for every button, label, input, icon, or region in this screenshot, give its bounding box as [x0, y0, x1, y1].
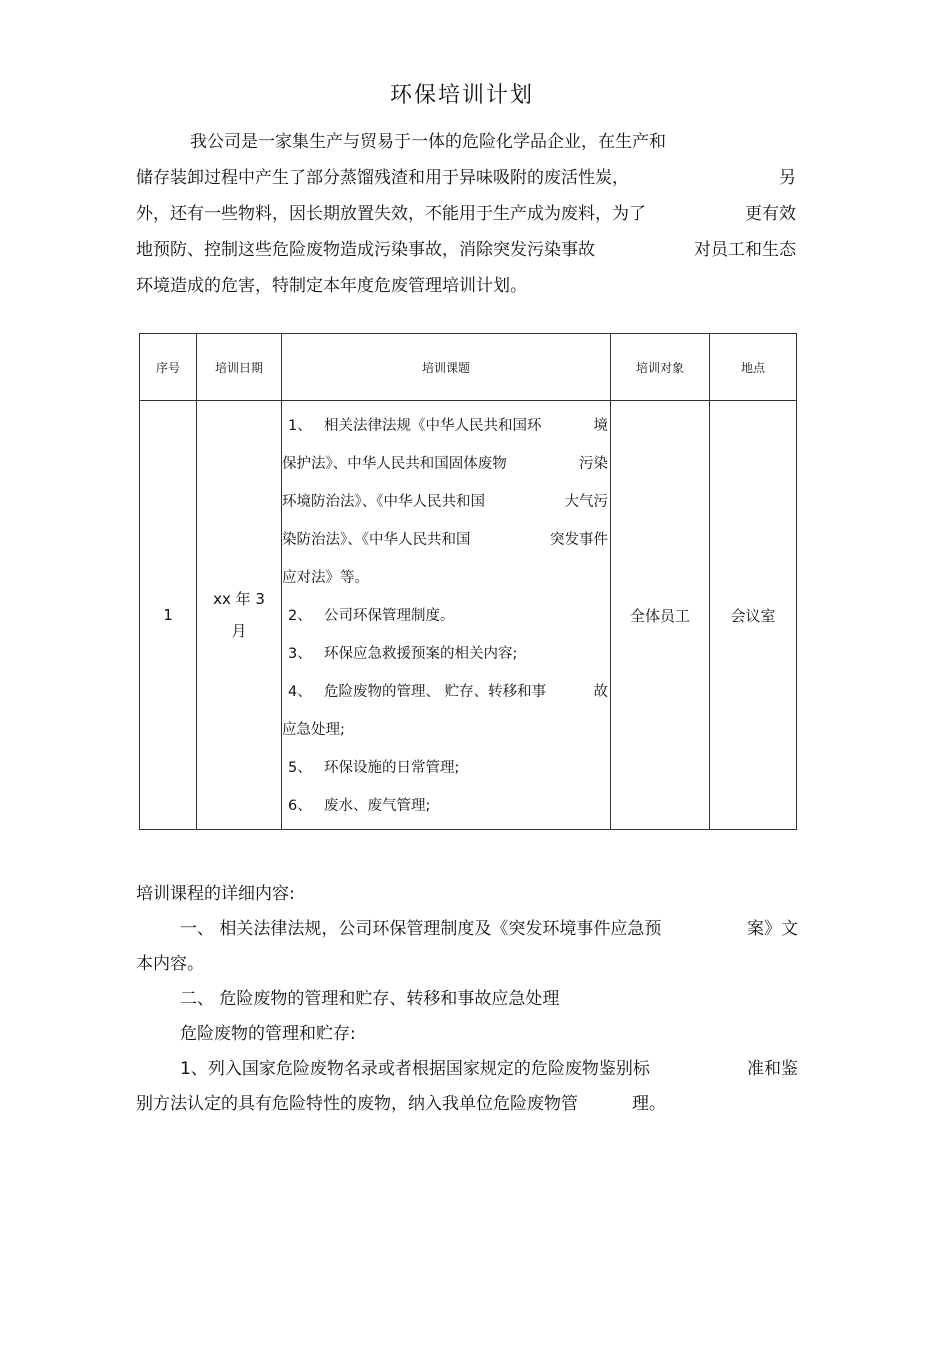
header-target: 培训对象	[611, 334, 710, 401]
intro-line	[136, 124, 796, 160]
document-title: 环保培训计划	[389, 83, 534, 108]
topic-line	[282, 711, 608, 749]
intro-line	[136, 196, 796, 232]
intro-text: 地预防、控制这些危险废物造成污染事故，消除突发污染事故	[136, 240, 595, 260]
date-line: xx 年 3	[213, 590, 265, 608]
intro-text: 更有效	[745, 204, 796, 224]
topic-line	[282, 673, 608, 711]
header-date: 培训日期	[197, 334, 282, 401]
topic-text: 染防治法》、《中华人民共和国	[282, 532, 471, 548]
topic-number: 3、	[288, 646, 312, 662]
detail-text: 一、 相关法律法规，公司环保管理制度及《突发环境事件应急预	[180, 919, 662, 939]
intro-text: 储存装卸过程中产生了部分蒸馏残渣和用于异味吸附的废活性炭，	[136, 168, 629, 188]
topic-text: 环保设施的日常管理;	[324, 760, 460, 776]
topic-text: 污染	[579, 456, 608, 472]
topic-text: 突发事件	[550, 532, 608, 548]
detail-text: 二、 危险废物的管理和贮存、转移和事故应急处理	[180, 989, 560, 1009]
topic-text: 保护法》、中华人民共和国固体废物	[282, 456, 507, 472]
detail-text: 培训课程的详细内容:	[136, 884, 295, 904]
topic-number: 2、	[288, 608, 312, 624]
detail-line	[136, 1052, 798, 1087]
detail-line	[136, 1017, 798, 1052]
detail-text: 危险废物的管理和贮存:	[180, 1024, 356, 1044]
topic-text: 境	[593, 418, 608, 434]
topic-text: 故	[593, 684, 608, 700]
detail-text: 案》文	[747, 919, 798, 939]
topic-text: 危险废物的管理、 贮存、转移和事	[324, 684, 547, 700]
header-no: 序号	[140, 334, 197, 401]
table-header-row	[140, 334, 797, 401]
intro-line	[136, 232, 796, 268]
detail-heading	[136, 877, 798, 912]
topic-line	[282, 483, 608, 521]
topic-text: 应急处理;	[282, 722, 345, 738]
topic-line	[282, 749, 608, 787]
topic-text: 环保应急救援预案的相关内容;	[324, 646, 518, 662]
intro-paragraph	[136, 124, 796, 304]
date-line: 月	[231, 622, 247, 640]
topic-line	[282, 597, 608, 635]
topic-text: 大气污	[564, 494, 608, 510]
topic-line	[282, 787, 608, 825]
intro-line	[136, 268, 796, 304]
detail-line	[136, 1087, 798, 1122]
cell-topics	[282, 401, 611, 830]
cell-date	[197, 401, 282, 830]
detail-line	[136, 947, 798, 982]
intro-line	[136, 160, 796, 196]
detail-text: 本内容。	[136, 954, 204, 974]
header-place: 地点	[710, 334, 797, 401]
intro-text: 另	[779, 168, 796, 188]
detail-text: 准和鉴	[747, 1059, 798, 1079]
cell-no: 1	[140, 401, 197, 830]
table-row	[140, 401, 797, 830]
topic-line	[282, 407, 608, 445]
intro-text: 我公司是一家集生产与贸易于一体的危险化学品企业，在生产和	[190, 132, 666, 152]
topic-line	[282, 521, 608, 559]
topic-line	[282, 635, 608, 673]
training-plan-table	[139, 333, 797, 830]
topic-number: 4、	[288, 684, 312, 700]
header-topic: 培训课题	[282, 334, 611, 401]
topic-text: 环境防治法》、《中华人民共和国	[282, 494, 485, 510]
intro-text: 外，还有一些物料，因长期放置失效，不能用于生产成为废料，为了	[136, 204, 646, 224]
intro-text: 对员工和生态	[694, 240, 796, 260]
detail-text: 别方法认定的具有危险特性的废物，纳入我单位危险废物管	[136, 1094, 578, 1114]
topic-text: 应对法》等。	[282, 570, 369, 586]
topic-number: 6、	[288, 798, 312, 814]
topic-text: 相关法律法规《中华人民共和国环	[324, 418, 542, 434]
detail-text: 1、列入国家危险废物名录或者根据国家规定的危险废物鉴别标	[180, 1059, 650, 1079]
detail-section	[136, 877, 798, 1122]
detail-text: 理。	[632, 1094, 666, 1114]
topic-number: 1、	[288, 418, 312, 434]
detail-line	[136, 982, 798, 1017]
cell-place: 会议室	[710, 401, 797, 830]
cell-target: 全体员工	[611, 401, 710, 830]
topic-text: 废水、废气管理;	[324, 798, 431, 814]
intro-text: 环境造成的危害，特制定本年度危废管理培训计划。	[136, 276, 527, 296]
topic-line	[282, 559, 608, 597]
topic-number: 5、	[288, 760, 312, 776]
topic-line	[282, 445, 608, 483]
topic-text: 公司环保管理制度。	[324, 608, 455, 624]
detail-line	[136, 912, 798, 947]
